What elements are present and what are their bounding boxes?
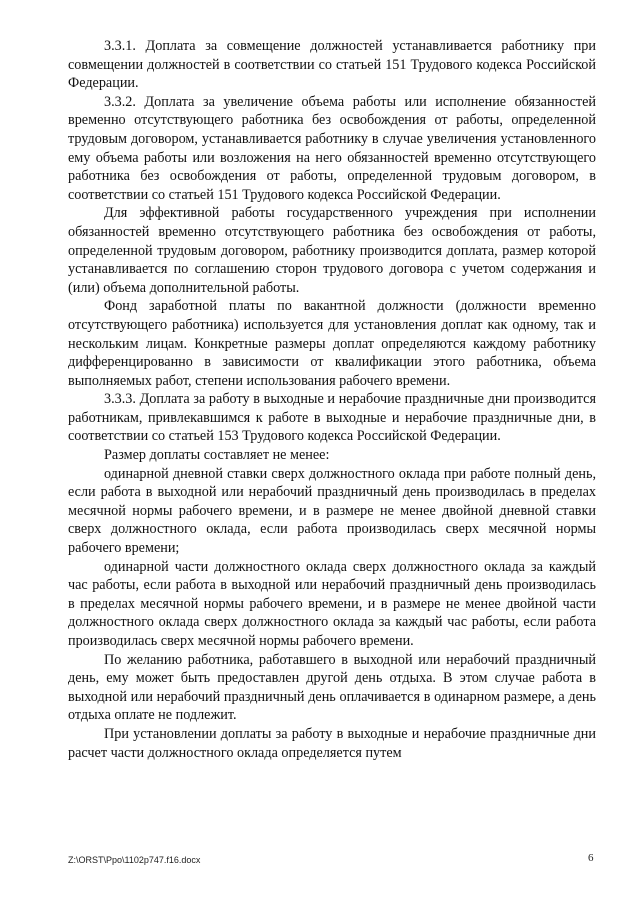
paragraph-day-off: По желанию работника, работавшего в выходной или нерабочий праздничный день, ему может быть предоставлен другой день отдыха. В этом случае работа в выходной или нерабочий праздничный день оплачивается в одинарном размере, а день отдыха оплате не подлежит. xyxy=(68,651,596,724)
paragraph-3-3-2: 3.3.2. Доплата за увеличение объема работы или исполнение обязанностей временно отсутствующего работника без освобождения от работы, определенной трудовым договором, устанавливается работнику в случае увеличения установленного ему объема работы или возложения на него обязанностей временно отсутствующего работника без освобождения от работы, определенной трудовым договором, в соответствии со статьей 151 Трудового кодекса Российской Федерации. xyxy=(68,93,596,203)
paragraph-3-3-3: 3.3.3. Доплата за работу в выходные и нерабочие праздничные дни производится работникам, привлекавшимся к работе в выходные и нерабочие праздничные дни, в соответствии со статьей 153 Трудового кодекса Российской Федерации. xyxy=(68,391,596,445)
document-body xyxy=(68,37,596,762)
paragraph-effective-work: Для эффективной работы государственного учреждения при исполнении обязанностей временно отсутствующего работника без освобождения от работы, определенной трудовым договором, работнику производится доплата, размер которой устанавливается по соглашению сторон трудового договора с учетом содержания и (или) объема дополнительной работы. xyxy=(68,205,596,296)
page-number: 6 xyxy=(588,852,594,864)
paragraph-calculation: При установлении доплаты за работу в выходные и нерабочие праздничные дни расчет части должностного оклада определяется путем xyxy=(68,725,596,761)
paragraph-daily-rate: одинарной дневной ставки сверх должностного оклада при работе полный день, если работа в выходной или нерабочий праздничный день производилась в пределах месячной нормы рабочего времени, и в размере не менее двойной дневной ставки сверх должностного оклада, если работа производилась сверх месячной нормы рабочего времени; xyxy=(68,465,596,557)
paragraph-payment-size: Размер доплаты составляет не менее: xyxy=(104,447,330,464)
paragraph-3-3-1: 3.3.1. Доплата за совмещение должностей устанавливается работнику при совмещении должностей в соответствии со статьей 151 Трудового кодекса Российской Федерации. xyxy=(68,38,596,92)
footer-file-path: Z:\ORST\Ppo\1102p747.f16.docx xyxy=(68,855,201,865)
paragraph-hourly-rate: одинарной части должностного оклада сверх должностного оклада за каждый час работы, если работа в выходной или нерабочий праздничный день производилась в пределах месячной нормы рабочего времени, и в размере не менее двойной части должностного оклада сверх должностного оклада за каждый час работы, если работа производилась сверх месячной нормы рабочего времени. xyxy=(68,558,596,649)
paragraph-salary-fund: Фонд заработной платы по вакантной должности (должности временно отсутствующего работника) используется для установления доплат как одному, так и нескольким лицам. Конкретные размеры доплат определяются каждому работнику дифференцированно в зависимости от квалификации этого работника, объема выполняемых работ, степени использования рабочего времени. xyxy=(68,298,596,389)
